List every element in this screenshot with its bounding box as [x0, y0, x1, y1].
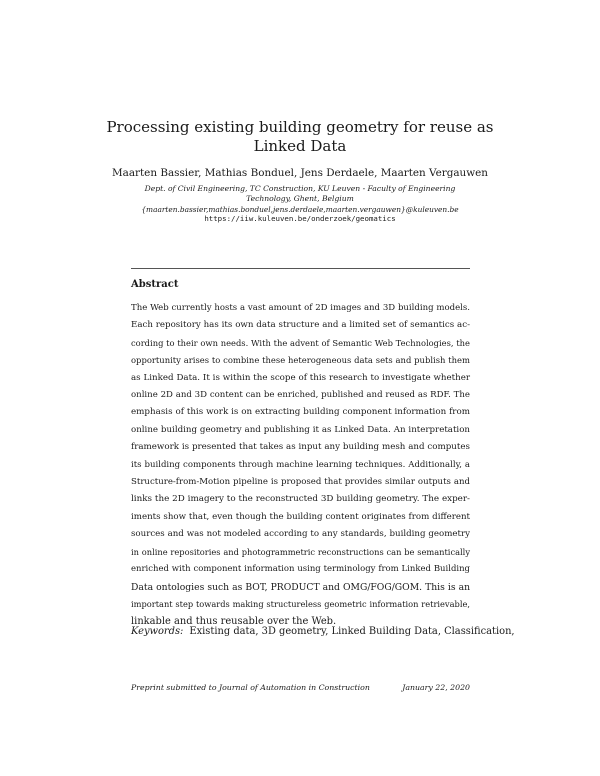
- abstract-body: [131, 300, 470, 631]
- keywords-text: Existing data, 3D geometry, Linked Building Data, Classification,: [189, 626, 515, 637]
- abstract-line: iments show that, even though the building content originates from different: [131, 511, 470, 522]
- footer-date: January 22, 2020: [402, 683, 470, 692]
- abstract-line: links the 2D imagery to the reconstructed 3D building geometry. The exper-: [131, 494, 470, 505]
- abstract-line: linkable and thus reusable over the Web.: [131, 616, 337, 628]
- abstract-line: Data ontologies such as BOT, PRODUCT and OMG/FOG/GOM. This is an: [131, 581, 470, 593]
- abstract-line: online building geometry and publishing it as Linked Data. An interpretation: [131, 424, 470, 435]
- affiliation-line-1: Dept. of Civil Engineering, TC Construction, KU Leuven - Faculty of Engineering: [144, 184, 456, 193]
- abstract-line: The Web currently hosts a vast amount of 2D images and 3D building models.: [131, 303, 470, 313]
- author-emails: {maarten.bassier,mathias.bonduel,jens.derdaele,maarten.vergauwen}@kuleuven.be: [141, 205, 459, 214]
- abstract-top-rule: [131, 268, 470, 269]
- abstract-line: cording to their own needs. With the advent of Semantic Web Technologies, the: [131, 337, 470, 348]
- abstract-line: enriched with component information using terminology from Linked Building: [131, 564, 470, 575]
- affiliation: [140, 184, 460, 203]
- abstract-line: Structure-from-Motion pipeline is proposed that provides similar outputs and: [131, 477, 470, 488]
- affiliation-line-2: Technology, Ghent, Belgium: [246, 193, 354, 203]
- abstract-line: emphasis of this work is on extracting building component information from: [131, 407, 470, 418]
- abstract-line: framework is presented that takes as input any building mesh and computes: [131, 442, 470, 453]
- abstract-line: Each repository has its own data structure and a limited set of semantics ac-: [131, 320, 470, 331]
- page-footer: [131, 683, 470, 692]
- abstract-line: opportunity arises to combine these heterogeneous data sets and publish them: [131, 355, 470, 366]
- footer-journal: Preprint submitted to Journal of Automation in Construction: [131, 683, 370, 692]
- group-url[interactable]: https://iiw.kuleuven.be/onderzoek/geomatics: [204, 214, 396, 223]
- abstract-line: important step towards making structureless geometric information retrievable,: [131, 598, 470, 609]
- title-line-2: Linked Data: [253, 137, 347, 155]
- paper-title: [100, 118, 500, 156]
- keywords: [131, 626, 515, 637]
- author-list: Maarten Bassier, Mathias Bonduel, Jens Derdaele, Maarten Vergauwen: [112, 167, 488, 179]
- abstract-line: online 2D and 3D content can be enriched, published and reused as RDF. The: [131, 390, 470, 401]
- keywords-label: Keywords:: [131, 626, 184, 637]
- abstract-heading: Abstract: [131, 279, 179, 290]
- title-line-1: Processing existing building geometry for reuse as: [106, 118, 494, 136]
- abstract-line: sources and was not modeled according to any standards, building geometry: [131, 529, 470, 540]
- abstract-line: as Linked Data. It is within the scope of this research to investigate whether: [131, 372, 470, 383]
- abstract-line: its building components through machine learning techniques. Additionally, a: [131, 459, 470, 470]
- abstract-line: in online repositories and photogrammetric reconstructions can be semantically: [131, 546, 470, 557]
